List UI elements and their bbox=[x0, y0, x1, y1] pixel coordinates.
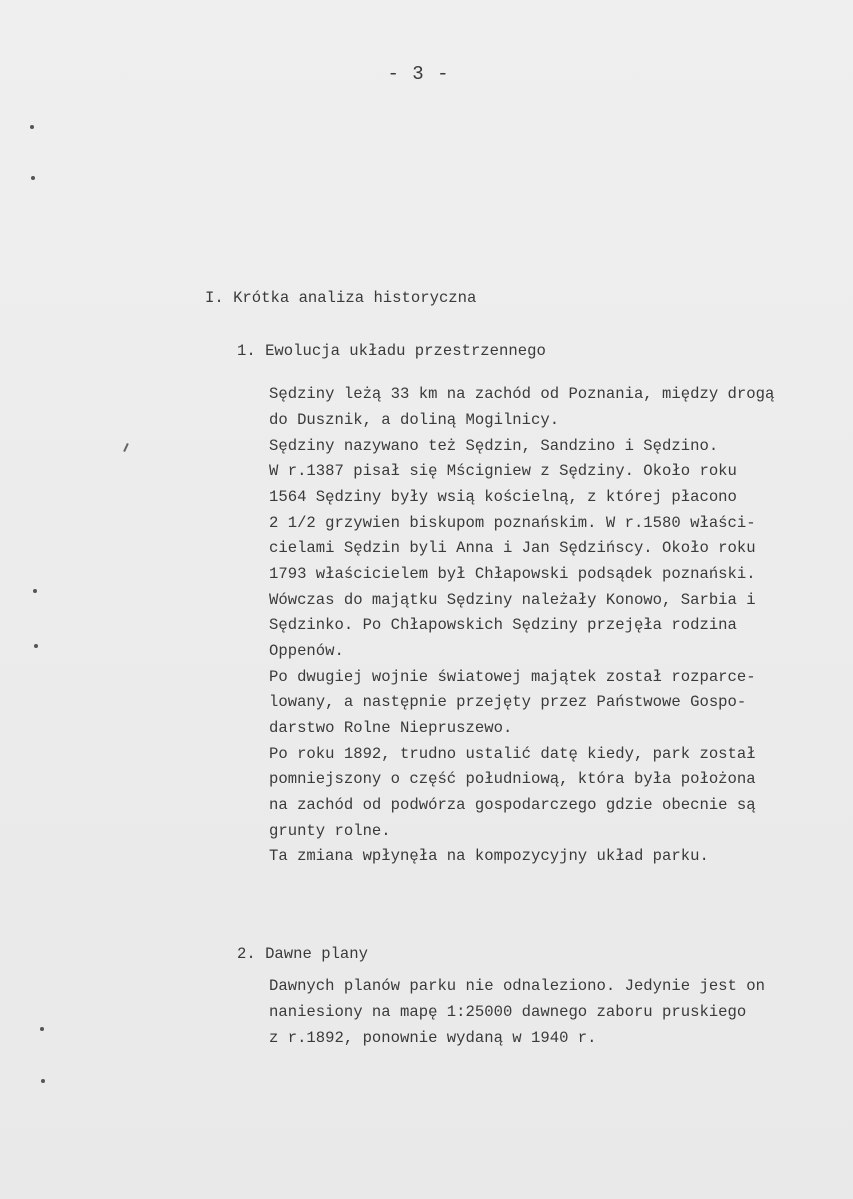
body-line: 1564 Sędziny były wsią kościelną, z której płacono bbox=[269, 488, 737, 506]
page-number: - 3 - bbox=[387, 63, 450, 85]
body-line: Sędziny nazywano też Sędzin, Sandzino i Sędzino. bbox=[269, 437, 719, 455]
body-line: 2 1/2 grzywien biskupom poznańskim. W r.1580 właści- bbox=[269, 514, 756, 532]
body-line: Ta zmiana wpłynęła na kompozycyjny układ parku. bbox=[269, 847, 709, 865]
body-line: Wówczas do majątku Sędziny należały Konowo, Sarbia i bbox=[269, 591, 756, 609]
body-line: pomniejszony o część południową, która była położona bbox=[269, 770, 756, 788]
body-line: grunty rolne. bbox=[269, 822, 391, 840]
body-line: Oppenów. bbox=[269, 642, 344, 660]
binder-hole-mark bbox=[40, 1027, 44, 1031]
subsection-heading: 2. Dawne plany bbox=[237, 945, 369, 963]
body-line: do Dusznik, a doliną Mogilnicy. bbox=[269, 411, 560, 429]
binder-hole-mark bbox=[33, 589, 37, 593]
binder-hole-mark bbox=[41, 1079, 45, 1083]
subsection-heading: 1. Ewolucja układu przestrzennego bbox=[237, 342, 546, 360]
binder-hole-mark bbox=[31, 176, 35, 180]
body-line: lowany, a następnie przejęty przez Państwowe Gospo- bbox=[269, 693, 747, 711]
body-line: Po roku 1892, trudno ustalić datę kiedy, park został bbox=[269, 745, 756, 763]
body-line: naniesiony na mapę 1:25000 dawnego zaboru pruskiego bbox=[269, 1003, 747, 1021]
body-line: 1793 właścicielem był Chłapowski podsądek poznański. bbox=[269, 565, 756, 583]
body-line: cielami Sędzin byli Anna i Jan Sędzińscy. Około roku bbox=[269, 539, 756, 557]
body-line: Sędzinko. Po Chłapowskich Sędziny przejęła rodzina bbox=[269, 616, 737, 634]
body-line: Sędziny leżą 33 km na zachód od Poznania, między drogą bbox=[269, 385, 775, 403]
binder-hole-mark bbox=[30, 125, 34, 129]
body-line: Po dwugiej wojnie światowej majątek został rozparce- bbox=[269, 668, 756, 686]
pen-mark bbox=[123, 443, 129, 452]
binder-hole-mark bbox=[34, 644, 38, 648]
body-line: na zachód od podwórza gospodarczego gdzie obecnie są bbox=[269, 796, 756, 814]
body-line: z r.1892, ponownie wydaną w 1940 r. bbox=[269, 1029, 597, 1047]
body-line: darstwo Rolne Niepruszewo. bbox=[269, 719, 513, 737]
body-line: W r.1387 pisał się Mścigniew z Sędziny. Około roku bbox=[269, 462, 737, 480]
section-heading: I. Krótka analiza historyczna bbox=[205, 289, 477, 307]
body-line: Dawnych planów parku nie odnaleziono. Jedynie jest on bbox=[269, 977, 765, 995]
